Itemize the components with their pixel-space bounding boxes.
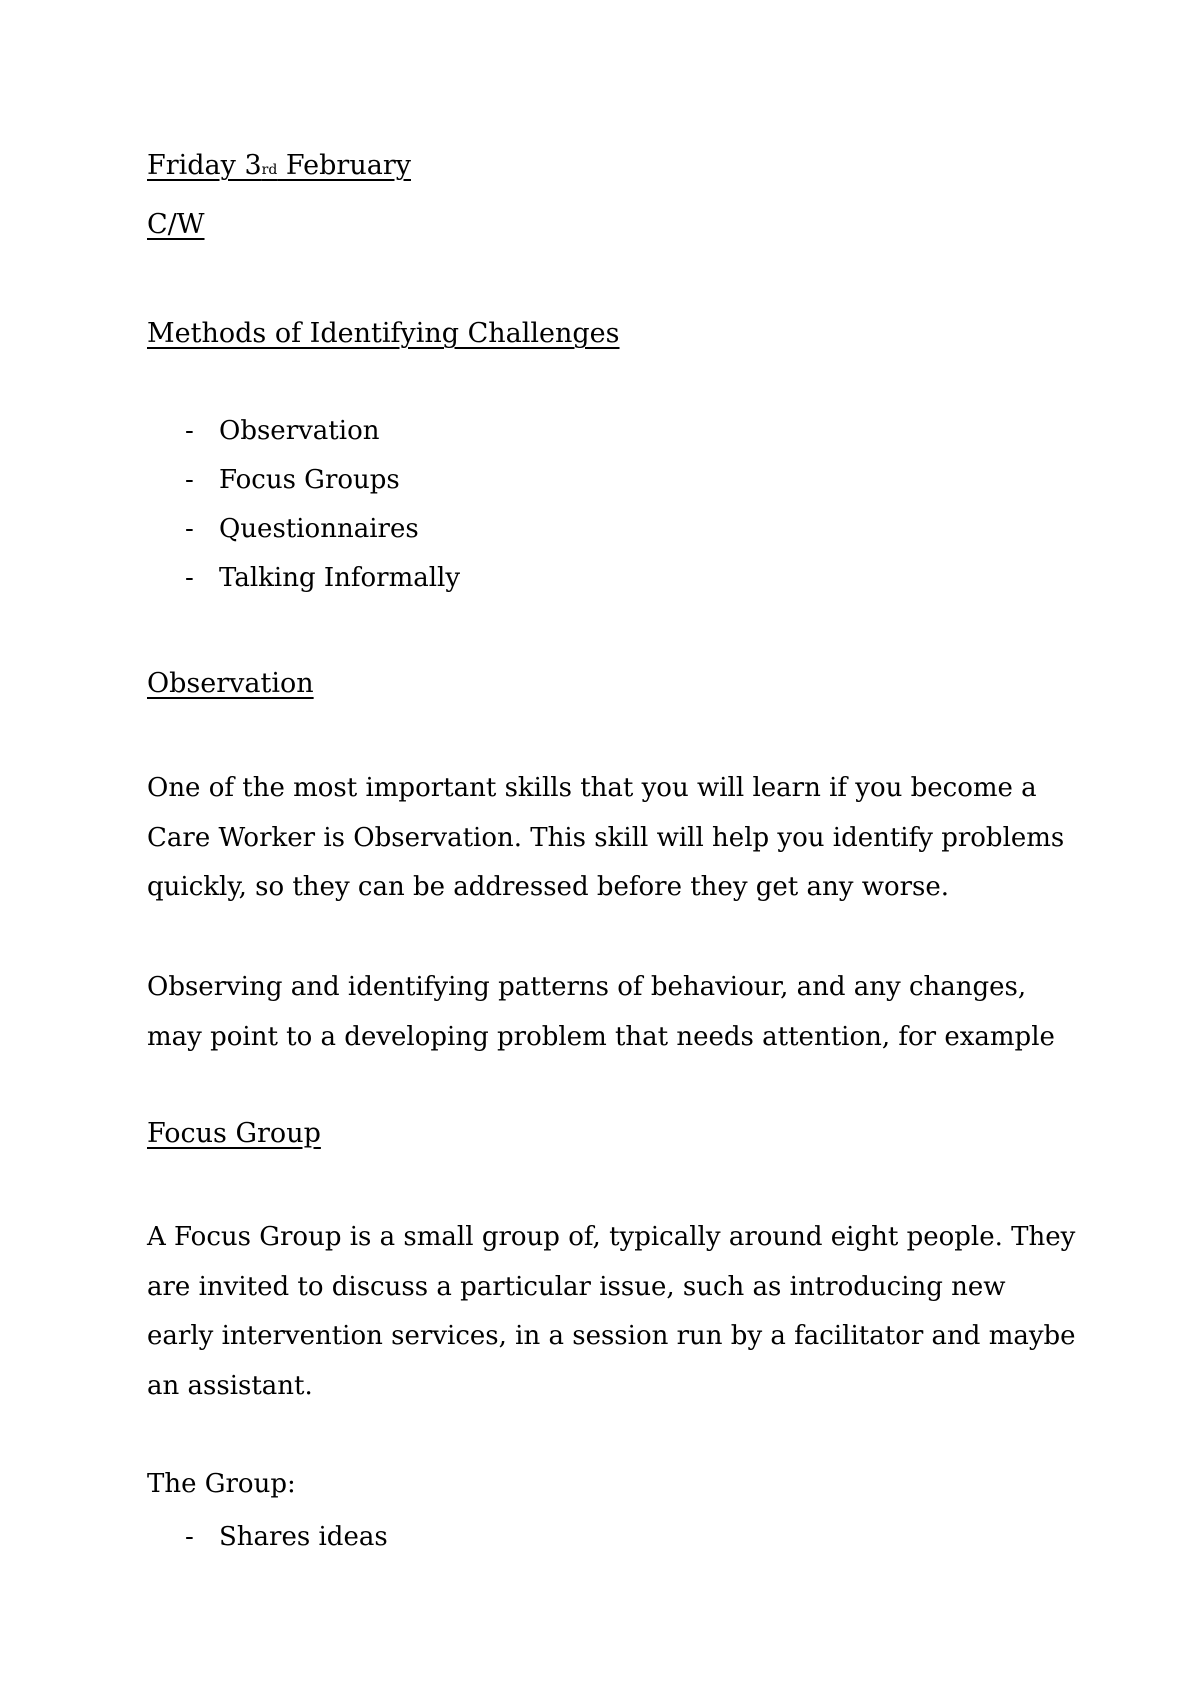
list-item-text: Shares ideas [219, 1522, 388, 1552]
list-item [147, 511, 460, 560]
date-suffix: February [277, 150, 411, 181]
observation-paragraph-2: Observing and identifying patterns of behaviour, and any changes, may point to a developing problem that needs attention, for example [147, 972, 1055, 1052]
list-item [147, 1519, 388, 1568]
methods-list-container [147, 413, 460, 609]
group-label: The Group: [147, 1469, 296, 1499]
group-list [147, 1519, 388, 1568]
list-item [147, 560, 460, 609]
list-item-text: Questionnaires [219, 514, 419, 544]
classwork-label: C/W [147, 209, 205, 240]
observation-paragraph-1: One of the most important skills that you will learn if you become a Care Worker is Observation. This skill will help you identify problems quickly, so they can be addressed before they get any worse. [147, 773, 1065, 902]
focus-group-paragraph: A Focus Group is a small group of, typically around eight people. They are invited to discuss a particular issue, such as introducing new early intervention services, in a session run by a facilitator and maybe an assistant. [147, 1222, 1076, 1401]
date-prefix: Friday 3 [147, 150, 262, 181]
list-item [147, 462, 460, 511]
focus-group-heading: Focus Group [147, 1118, 321, 1149]
dash-bullet: - [185, 465, 194, 495]
dash-bullet: - [185, 416, 194, 446]
list-item-text: Observation [219, 416, 380, 446]
list-item-text: Focus Groups [219, 465, 400, 495]
methods-list [147, 413, 460, 609]
dash-bullet: - [185, 563, 194, 593]
date-ordinal: rd [261, 162, 278, 178]
dash-bullet: - [185, 514, 194, 544]
observation-heading: Observation [147, 668, 314, 699]
date-heading [147, 150, 411, 181]
group-list-container [147, 1519, 388, 1568]
list-item [147, 413, 460, 462]
methods-heading: Methods of Identifying Challenges [147, 318, 620, 349]
dash-bullet: - [185, 1522, 194, 1552]
list-item-text: Talking Informally [219, 563, 461, 593]
